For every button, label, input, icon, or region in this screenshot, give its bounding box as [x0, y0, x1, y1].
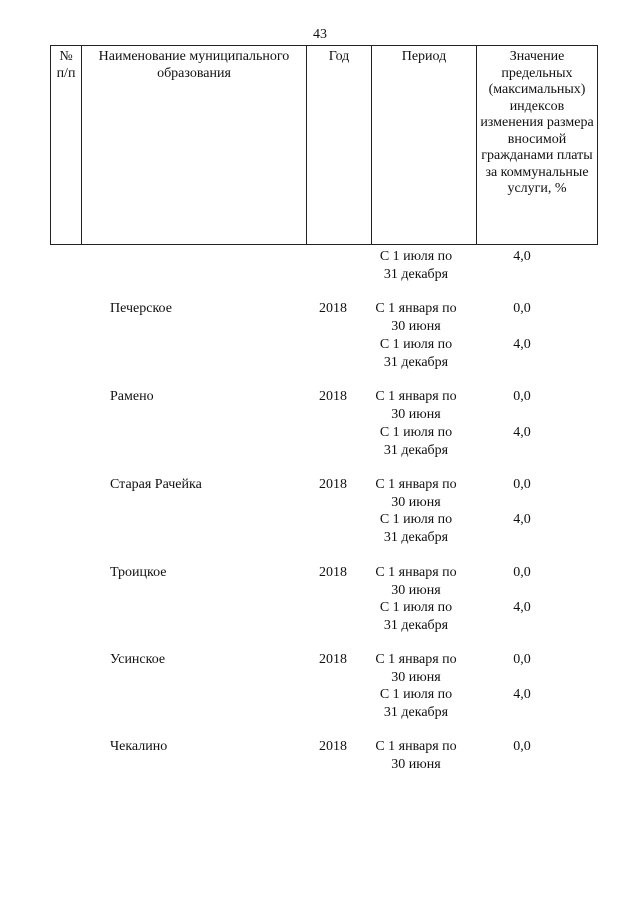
row-year: 2018 [319, 301, 347, 316]
row-period-first: С 1 января по 30 июня [375, 301, 457, 334]
continuation-value: 4,0 [513, 249, 531, 264]
table-header [50, 45, 598, 245]
continuation-period: С 1 июля по 31 декабря [379, 249, 453, 282]
row-period-first: С 1 января по 30 июня [375, 652, 457, 685]
row-value-first: 0,0 [513, 477, 531, 492]
row-name: Чекалино [110, 739, 168, 754]
row-value-second: 4,0 [513, 337, 531, 352]
row-year: 2018 [319, 477, 347, 492]
column-header-name: Наименование муниципального образования [82, 46, 307, 245]
row-period-second: С 1 июля по 31 декабря [379, 337, 453, 370]
row-period-first: С 1 января по 30 июня [375, 389, 457, 422]
row-year: 2018 [319, 565, 347, 580]
row-value-first: 0,0 [513, 652, 531, 667]
row-name: Печерское [110, 301, 172, 316]
row-value-first: 0,0 [513, 301, 531, 316]
column-header-value: Значение предельных (максимальных) индексов изменения размера вносимой гражданами платы за коммунальные услуги, % [477, 46, 598, 245]
row-period-first: С 1 января по 30 июня [375, 739, 457, 772]
page-number: 43 [313, 27, 327, 42]
row-year: 2018 [319, 652, 347, 667]
row-value-second: 4,0 [513, 600, 531, 615]
row-year: 2018 [319, 389, 347, 404]
column-header-period: Период [372, 46, 477, 245]
row-period-second: С 1 июля по 31 декабря [379, 512, 453, 545]
row-period-second: С 1 июля по 31 декабря [379, 687, 453, 720]
column-header-year: Год [307, 46, 372, 245]
row-period-second: С 1 июля по 31 декабря [379, 425, 453, 458]
row-value-second: 4,0 [513, 425, 531, 440]
row-period-first: С 1 января по 30 июня [375, 565, 457, 598]
row-value-second: 4,0 [513, 687, 531, 702]
row-name: Старая Рачейка [110, 477, 202, 492]
row-value-first: 0,0 [513, 739, 531, 754]
row-name: Усинское [110, 652, 166, 667]
row-year: 2018 [319, 739, 347, 754]
row-value-first: 0,0 [513, 565, 531, 580]
row-name: Троицкое [110, 565, 167, 580]
row-value-first: 0,0 [513, 389, 531, 404]
row-period-first: С 1 января по 30 июня [375, 477, 457, 510]
row-value-second: 4,0 [513, 512, 531, 527]
column-header-number: № п/п [51, 46, 82, 245]
row-period-second: С 1 июля по 31 декабря [379, 600, 453, 633]
row-name: Рамено [110, 389, 154, 404]
